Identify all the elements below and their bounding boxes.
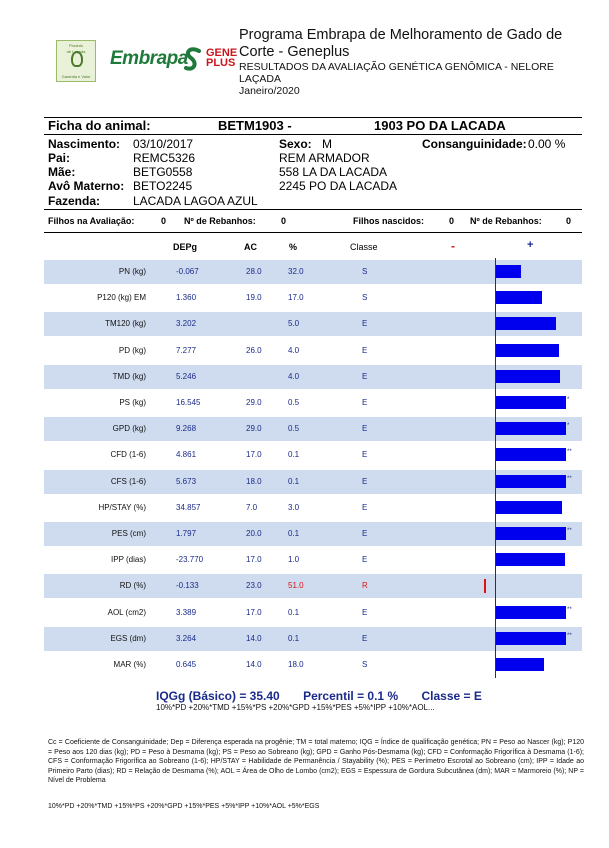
- geneplus-s-icon: [182, 46, 204, 74]
- significance-mark: **: [567, 475, 572, 482]
- dep-bar: [496, 475, 566, 488]
- plus-word: PLUS: [206, 57, 236, 69]
- table-row: [44, 574, 582, 598]
- pct-cell: 51.0: [288, 581, 304, 591]
- pct-cell: 32.0: [288, 267, 304, 276]
- dep-cell: -0.067: [176, 267, 199, 276]
- ac-cell: 20.0: [246, 529, 262, 538]
- pai-code: REMC5326: [133, 151, 196, 165]
- ficha-name: 1903 PO DA LACADA: [374, 118, 506, 133]
- pct-cell: 0.1: [288, 633, 300, 643]
- filhos-aval-label: Filhos na Avaliação:: [48, 216, 135, 226]
- classe-cell: E: [362, 424, 368, 434]
- trait-cell: EGS (dm): [110, 633, 146, 643]
- ac-cell: 14.0: [246, 660, 262, 669]
- divider-info: [44, 209, 582, 210]
- index-formula: 10%*PD +20%*TMD +15%*PS +20%*GPD +15%*PES +5%*IPP +10%*AOL...: [156, 703, 435, 712]
- ac-cell: 7.0: [246, 502, 258, 512]
- significance-mark: **: [567, 632, 572, 639]
- program-title-line1: Programa Embrapa de Melhoramento de Gado de: [239, 27, 563, 43]
- pct-cell: 5.0: [288, 319, 300, 329]
- report-subtitle-line2: LAÇADA: [239, 73, 282, 85]
- classe-cell: R: [362, 581, 368, 591]
- trait-cell: AOL (cm2): [107, 607, 146, 617]
- dep-bar: [496, 632, 566, 645]
- dep-cell: 1.360: [176, 293, 197, 303]
- seal-top-text: Produto: [68, 43, 83, 48]
- dep-bar: [496, 448, 566, 461]
- pai-name: REM ARMADOR: [279, 151, 370, 165]
- iqg-value: IQGg (Básico) = 35.40: [156, 689, 280, 703]
- sexo-label: Sexo:: [279, 137, 312, 151]
- trait-cell: HP/STAY (%): [98, 502, 146, 512]
- significance-mark: **: [567, 528, 572, 534]
- pai-label: Pai:: [48, 151, 71, 165]
- dep-bar: [496, 370, 560, 383]
- ac-cell: 19.0: [246, 293, 262, 303]
- seal-mid-text: de Laçada: [66, 49, 86, 54]
- trait-cell: RD (%): [119, 581, 146, 591]
- nascimento-label: Nascimento:: [48, 137, 121, 151]
- pct-cell: 17.0: [288, 293, 304, 303]
- filhos-aval-value: 0: [161, 216, 167, 226]
- consang-value: 0.00 %: [528, 137, 566, 151]
- geneplus-logo: [206, 48, 237, 68]
- dep-bar: [496, 317, 556, 330]
- classe-cell: E: [362, 319, 368, 329]
- ac-cell: 18.0: [246, 476, 262, 486]
- trait-cell: CFD (1-6): [110, 450, 146, 460]
- consang-label: Consanguinidade:: [422, 137, 527, 151]
- trait-cell: PS (kg): [119, 398, 146, 407]
- pct-cell: 0.1: [288, 529, 300, 538]
- header-minus: -: [451, 239, 455, 253]
- dep-cell: 3.264: [176, 633, 197, 643]
- header-ac: AC: [244, 242, 257, 252]
- ac-cell: 17.0: [246, 555, 262, 565]
- report-date: Janeiro/2020: [239, 85, 300, 97]
- classe-cell: E: [362, 476, 368, 486]
- dep-cell: 1.797: [176, 529, 197, 538]
- ac-cell: 28.0: [246, 267, 262, 276]
- fazenda-label: Fazenda:: [48, 194, 101, 208]
- dep-cell: 34.857: [176, 502, 201, 512]
- report-subtitle-line1: RESULTADOS DA AVALIAÇÃO GENÉTICA GENÔMICA - NELORE: [239, 61, 554, 73]
- dep-bar: [496, 265, 521, 278]
- sexo-value: M: [322, 137, 332, 151]
- pct-cell: 18.0: [288, 660, 304, 669]
- mae-name: 558 LA DA LACADA: [279, 165, 388, 179]
- iqg-summary: [156, 689, 482, 703]
- dep-bar: [496, 291, 542, 304]
- dep-cell: 3.202: [176, 319, 197, 329]
- classe-cell: E: [362, 633, 368, 643]
- dep-cell: 0.645: [176, 660, 197, 669]
- dep-cell: 5.246: [176, 371, 197, 381]
- filhos-nasc-label: Filhos nascidos:: [353, 216, 425, 226]
- divider-ficha: [44, 134, 582, 135]
- pct-cell: 4.0: [288, 345, 300, 355]
- dep-cell: 9.268: [176, 424, 197, 434]
- classe-cell: S: [362, 660, 368, 669]
- classe-cell: S: [362, 267, 368, 276]
- dep-cell: 4.861: [176, 450, 197, 460]
- dep-bar: [496, 606, 566, 619]
- classe-cell: E: [362, 371, 368, 381]
- trait-cell: CFS (1-6): [110, 476, 146, 486]
- filhos-nasc-value: 0: [449, 216, 455, 226]
- dep-bar: [496, 527, 566, 540]
- rebanhos2-value: 0: [566, 216, 572, 226]
- classe-value: Classe = E: [421, 689, 482, 703]
- dep-bar-negative: [484, 579, 486, 593]
- leaf-icon: [71, 51, 83, 67]
- pct-cell: 0.1: [288, 450, 300, 460]
- dep-bar: [496, 422, 566, 435]
- dep-cell: 3.389: [176, 607, 197, 617]
- significance-mark: **: [567, 449, 572, 456]
- dep-cell: 7.277: [176, 345, 197, 355]
- ficha-code: BETM1903 -: [218, 118, 292, 133]
- dep-bar: [496, 396, 566, 409]
- classe-cell: E: [362, 398, 368, 407]
- dep-cell: 5.673: [176, 476, 197, 486]
- ac-cell: 23.0: [246, 581, 262, 591]
- dep-cell: 16.545: [176, 398, 201, 407]
- fazenda-value: LACADA LAGOA AZUL: [133, 194, 258, 208]
- pct-cell: 3.0: [288, 502, 300, 512]
- header-pct: %: [289, 242, 298, 252]
- pct-cell: 1.0: [288, 555, 300, 565]
- significance-mark: *: [567, 423, 570, 430]
- dep-bar: [496, 658, 544, 671]
- pct-cell: 0.5: [288, 398, 300, 407]
- trait-cell: PD (kg): [118, 345, 146, 355]
- divider-stats: [44, 232, 582, 233]
- classe-cell: E: [362, 450, 368, 460]
- classe-cell: S: [362, 293, 368, 303]
- nascimento-value: 03/10/2017: [133, 137, 194, 151]
- ac-cell: 14.0: [246, 633, 262, 643]
- seal-bottom-text: Garantia e Valor: [61, 74, 91, 79]
- rebanhos1-value: 0: [281, 216, 287, 226]
- trait-cell: PES (cm): [111, 529, 146, 538]
- avo-code: BETO2245: [133, 179, 193, 193]
- ficha-row: [48, 118, 582, 135]
- footer-formula: 10%*PD +20%*TMD +15%*PS +20%*GPD +15%*PES +5%*IPP +10%*AOL +5%*EGS: [48, 803, 320, 810]
- ficha-label: Ficha do animal:: [48, 118, 151, 133]
- avo-label: Avô Materno:: [48, 179, 125, 193]
- significance-mark: **: [567, 606, 572, 613]
- mae-code: BETG0558: [133, 165, 193, 179]
- dep-bar: [496, 553, 565, 566]
- ac-cell: 26.0: [246, 345, 262, 355]
- header-classe: Classe: [350, 242, 378, 252]
- ac-cell: 29.0: [246, 424, 262, 434]
- dep-bar: [496, 501, 562, 514]
- classe-cell: E: [362, 502, 368, 512]
- gene-word: GENE: [206, 47, 238, 59]
- program-title-line2: Corte - Geneplus: [239, 44, 350, 60]
- ac-cell: 29.0: [246, 398, 262, 407]
- pct-cell: 0.5: [288, 424, 300, 434]
- ac-cell: 17.0: [246, 607, 262, 617]
- pct-cell: 0.1: [288, 476, 300, 486]
- dep-cell: -0.133: [176, 581, 199, 591]
- dep-bar: [496, 344, 559, 357]
- trait-cell: TMD (kg): [112, 371, 146, 381]
- dep-cell: -23.770: [176, 555, 204, 565]
- trait-cell: GPD (kg): [112, 424, 146, 434]
- ac-cell: 17.0: [246, 450, 262, 460]
- seal-logo: [56, 40, 96, 82]
- trait-cell: IPP (dias): [111, 555, 146, 565]
- rebanhos1-label: Nº de Rebanhos:: [184, 216, 256, 226]
- report-header: [239, 27, 579, 97]
- significance-mark: *: [567, 397, 570, 403]
- classe-cell: E: [362, 529, 368, 538]
- trait-cell: TM120 (kg): [105, 319, 146, 329]
- rebanhos2-label: Nº de Rebanhos:: [470, 216, 542, 226]
- classe-cell: E: [362, 607, 368, 617]
- trait-cell: PN (kg): [118, 267, 146, 276]
- classe-cell: E: [362, 345, 368, 355]
- percentil-value: Percentil = 0.1 %: [303, 689, 399, 703]
- header-plus: +: [527, 239, 534, 251]
- trait-cell: P120 (kg) EM: [97, 293, 146, 303]
- trait-cell: MAR (%): [113, 660, 146, 669]
- avo-name: 2245 PO DA LACADA: [279, 179, 398, 193]
- embrapa-logo: Embrapa: [110, 48, 188, 69]
- pct-cell: 4.0: [288, 371, 300, 381]
- pct-cell: 0.1: [288, 607, 300, 617]
- header-dep: DEPg: [173, 242, 198, 252]
- mae-label: Mãe:: [48, 165, 76, 179]
- legend-text: Cc = Coeficiente de Consanguinidade; Dep = Diferença esperada na progênie; TM = total materno; IQG = Índice de qualificação genética; PN = Peso ao Nascer (kg); P120 = Peso aos 120 dias (kg); PD = Peso à Desmama (kg); PS = Peso ao Sobreano (kg); GPD = Ganho Pós-Desmama (kg); CFD = Conformação Frigorífica à Desmama (1-6); CFS = Conformação Frigorífica ao Sobreano (1-6); HP/STAY = Habilidade de Permanência / Stayability (%); PES = Perímetro Escrotal ao Sobreano (cm); IPP = Idade ao Primeiro Parto (dias); RD = Relação de Desmama (%); AOL = Área de Olho de Lombo (cm2); EGS = Espessura de Gordura Subcutânea (dm); MAR = Marmoreio (%); NP = Nível de Problema: [48, 739, 584, 784]
- classe-cell: E: [362, 555, 368, 565]
